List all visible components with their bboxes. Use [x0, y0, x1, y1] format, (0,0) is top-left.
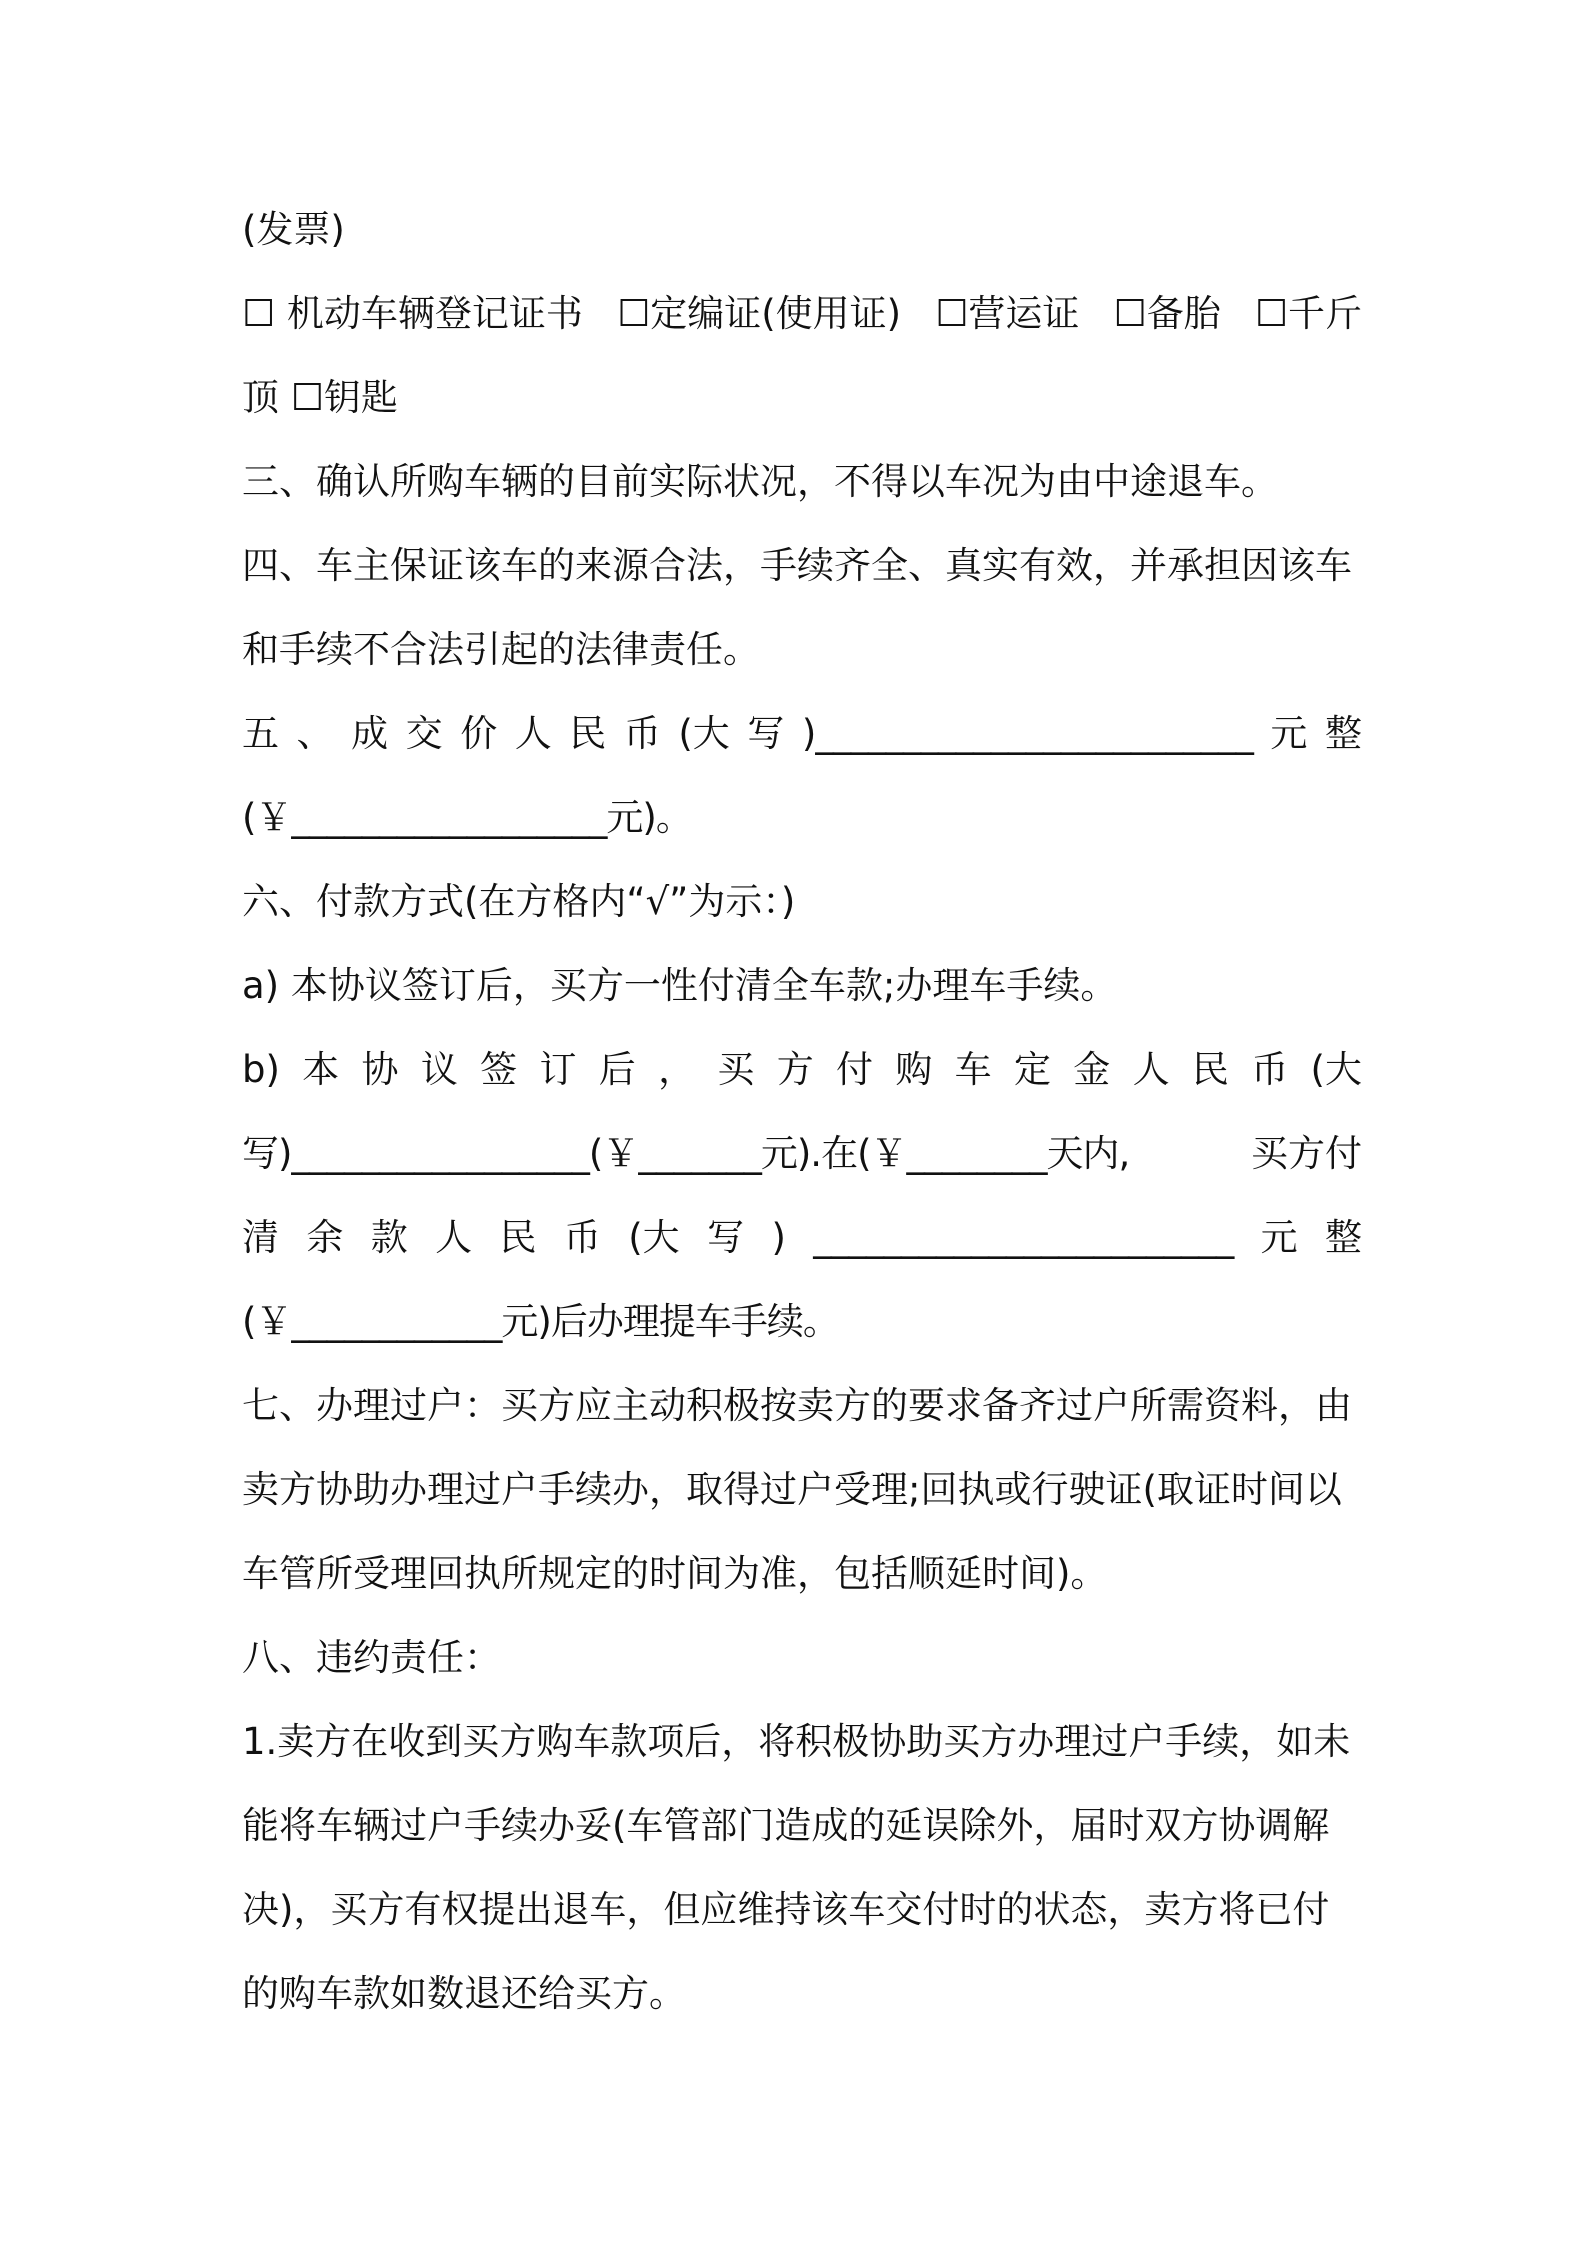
price-blank: )_________________________: [801, 712, 1253, 755]
clause-5-token: 交: [405, 712, 443, 755]
clause-6-b-token: 买方付: [1251, 1132, 1362, 1175]
clause-5-token: 价: [460, 712, 498, 755]
clause-5-token: 写: [747, 712, 785, 755]
clause-6-b-token: 议: [420, 1048, 458, 1091]
clause-7-line-1: 七、办理过户：买方应主动积极按卖方的要求备齐过户所需资料，由: [242, 1384, 1352, 1427]
clause-6-b-line-4: (￥____________元)后办理提车手续。: [242, 1300, 839, 1343]
clause-6-b-token: 本: [302, 1048, 340, 1091]
clause-6-b-line-3: [242, 1214, 1362, 1262]
clause-6-b-line-1: [242, 1046, 1362, 1094]
clause-6-b-token: 买: [717, 1048, 755, 1091]
clause-4-line-1: 四、车主保证该车的来源合法，手续齐全、真实有效，并承担因该车: [242, 544, 1352, 587]
clause-6-b-token: ，: [658, 1048, 696, 1091]
clause-8-1-line-4: 的购车款如数退还给买方。: [242, 1972, 686, 2015]
clause-6-b-token: 币: [563, 1216, 601, 1259]
clause-5-token: 人: [514, 712, 552, 755]
clause-6-b-token: 协: [361, 1048, 399, 1091]
clause-6-b-token: (大: [628, 1216, 680, 1259]
clause-6-b-token: b): [242, 1048, 280, 1091]
clause-6-b-token: 整: [1325, 1216, 1362, 1259]
clause-6-b-token: 车: [954, 1048, 992, 1091]
deposit-blanks: 写)_________________(￥_______元).在(￥________天内,: [242, 1132, 1130, 1175]
clause-6-b-token: 人: [1132, 1048, 1170, 1091]
checkbox-capacity-certificate: ☐定编证(使用证): [617, 292, 902, 335]
clause-5-line-1: [242, 710, 1362, 758]
clause-8-1-line-2: 能将车辆过户手续办妥(车管部门造成的延误除外，届时双方协调解: [242, 1804, 1330, 1847]
clause-5-line-2: (￥__________________元)。: [242, 796, 692, 839]
clause-3: 三、确认所购车辆的目前实际状况，不得以车况为由中途退车。: [242, 460, 1278, 503]
invoice-line: (发票): [242, 208, 345, 251]
clause-7-line-3: 车管所受理回执所规定的时间为准，包括顺延时间)。: [242, 1552, 1108, 1595]
clause-5-token: 、: [296, 712, 334, 755]
clause-6-b-token: 民: [499, 1216, 537, 1259]
clause-6-b-token: 币: [1251, 1048, 1289, 1091]
checkbox-operation-certificate: ☐营运证: [935, 292, 1080, 335]
clause-4-line-2: 和手续不合法引起的法律责任。: [242, 628, 760, 671]
clause-5-token: 五: [242, 712, 279, 755]
clause-5-token: (大: [678, 712, 730, 755]
balance-blank: ________________________: [813, 1216, 1234, 1259]
clause-5-token: 元: [1270, 712, 1308, 755]
clause-6-b-line-2: [242, 1130, 1362, 1178]
clause-6-b-token: 写: [707, 1216, 745, 1259]
clause-6-b-token: (大: [1310, 1048, 1362, 1091]
clause-6-b-token: ): [771, 1216, 786, 1259]
clause-5-token: 币: [623, 712, 661, 755]
clause-6-b-token: 款: [370, 1216, 408, 1259]
clause-6-b-token: 定: [1013, 1048, 1051, 1091]
clause-8-1-line-3: 决)，买方有权提出退车，但应维持该车交付时的状态，卖方将已付: [242, 1888, 1330, 1931]
checklist-line-1: [242, 290, 1362, 338]
clause-6-b-token: 订: [539, 1048, 577, 1091]
clause-6: 六、付款方式(在方格内“√”为示：): [242, 880, 796, 923]
clause-7-line-2: 卖方协助办理过户手续办，取得过户受理;回执或行驶证(取证时间以: [242, 1468, 1342, 1511]
clause-6-b-token: 付: [836, 1048, 874, 1091]
clause-6-b-token: 民: [1191, 1048, 1229, 1091]
checklist-line-2: 顶 ☐钥匙: [242, 376, 398, 419]
clause-5-token: 整: [1324, 712, 1362, 755]
clause-5-token: 成: [351, 712, 389, 755]
clause-5-token: 民: [569, 712, 607, 755]
clause-6-b-token: 方: [776, 1048, 814, 1091]
clause-6-b-token: 清: [242, 1216, 279, 1259]
clause-8-1-line-1: 1.卖方在收到买方购车款项后，将积极协助买方办理过户手续，如未: [242, 1720, 1351, 1763]
checkbox-jack: ☐千斤: [1254, 292, 1362, 335]
clause-6-b-token: 金: [1073, 1048, 1111, 1091]
clause-6-b-token: 后: [598, 1048, 636, 1091]
clause-8-heading: 八、违约责任：: [242, 1636, 501, 1679]
checkbox-spare-tire: ☐备胎: [1113, 292, 1221, 335]
clause-6-b-token: 元: [1260, 1216, 1298, 1259]
clause-6-b-token: 签: [480, 1048, 518, 1091]
checkbox-vehicle-registration: ☐ 机动车辆登记证书: [242, 292, 583, 335]
clause-6-b-token: 人: [435, 1216, 473, 1259]
clause-6-a: a) 本协议签订后，买方一性付清全车款;办理车手续。: [242, 964, 1118, 1007]
clause-6-b-token: 余: [306, 1216, 344, 1259]
clause-6-b-token: 购: [895, 1048, 933, 1091]
